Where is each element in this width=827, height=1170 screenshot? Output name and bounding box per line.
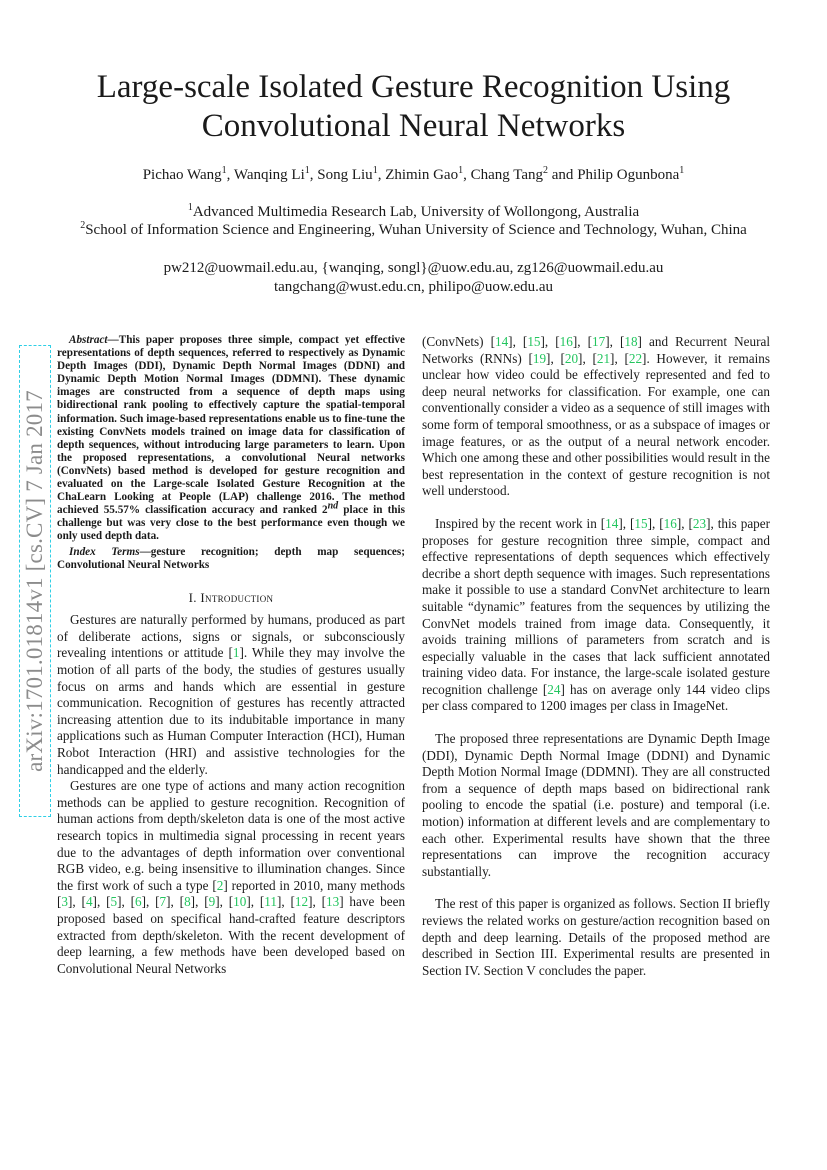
body-paragraph: The rest of this paper is organized as follows. Section II briefly reviews the related works on gesture/action recognition based on depth and deep learning. Details of the proposed method are described in Section III. Experimental results are presented in Section IV. Section V concludes the paper. [422, 896, 770, 978]
index-terms: Index Terms—gesture recognition; depth map sequences; Convolutional Neural Networks [57, 545, 405, 571]
body-paragraph: Gestures are one type of actions and many action recognition methods can be applied to gesture recognition. Recognition of human actions from depth/skeleton data is one of the most active research topics in multimedia signal processing in recent years due to the advantages of depth information over conventional RGB video, e.g. being insensitive to illumination changes. Since the first work of such a type [2] reported in 2010, many methods [3], [4], [5], [6], [7], [8], [9], [10], [11], [12], [13] have been proposed based on specifical hand-crafted feature descriptors extracted from depth/skeleton. With the recent development of deep learning, a few methods have been developed based on Convolutional Neural Networks [57, 778, 406, 976]
citation-link[interactable]: 16 [663, 515, 677, 531]
body-paragraph: The proposed three representations are Dynamic Depth Image (DDI), Dynamic Depth Normal Image (DDNI) and Dynamic Depth Motion Normal Image (DDMNI). They are all constructed from a sequence of depth maps based on bidirectional rank pooling to encode the spatial (i.e. posture) and temporal (i.e. motion) information at different levels and are complementary to each other. Experimental results have shown that the three representations can improve the recognition accuracy substantially. [422, 731, 770, 879]
affiliation-2: $^2$School of Information Science and Engineering, Wuhan University of Science and Technology, Wuhan, China [80, 220, 747, 238]
citation-link[interactable]: 10 [233, 894, 247, 910]
citation-link[interactable]: 3 [61, 894, 68, 910]
citation-link[interactable]: 18 [624, 334, 638, 349]
citation-link[interactable]: 24 [547, 681, 561, 697]
citation-link[interactable]: 6 [135, 894, 142, 910]
citation-link[interactable]: 5 [110, 894, 118, 910]
affiliations [40, 203, 787, 239]
citation-link[interactable]: 23 [692, 515, 707, 531]
author-affiliation-mark: 1 [458, 165, 464, 176]
author-name: Philip Ogunbona [577, 167, 680, 183]
citation-link[interactable]: 21 [596, 350, 611, 366]
author-affiliation-mark: 1 [304, 165, 310, 176]
citation-link[interactable]: 2 [216, 877, 224, 893]
arxiv-identifier-stamp[interactable] [19, 345, 51, 817]
author-name: Wanqing Li [233, 167, 305, 183]
citation-link[interactable]: 7 [159, 894, 167, 910]
citation-link[interactable]: 14 [605, 515, 619, 531]
author-name: Pichao Wang [142, 167, 222, 183]
author-affiliation-mark: 1 [372, 165, 378, 176]
citation-link[interactable]: 8 [184, 894, 191, 910]
citation-link[interactable]: 11 [264, 894, 277, 910]
citation-link[interactable]: 17 [592, 334, 606, 349]
author-list: Pichao Wang$^1$, Wanqing Li$^1$, Song Liu$^1$, Zhimin Gao$^1$, Chang Tang$^2$ and Philip Ogunbona$^1$ [142, 165, 685, 183]
abstract: Abstract—This paper proposes three simple, compact yet effective representations of depth sequences, referred to respectively as Dynamic Depth Images (DDI), Dynamic Depth Normal Images (DDNI) and Dynamic Depth Motion Normal Images (DDMNI). These dynamic images are constructed from a sequence of depth maps using bidirectional rank pooling to effectively capture the spatial-temporal information. Such image-based representations enable us to fine-tune the existing ConvNets models trained on image data for classification of depth sequences, without introducing large parameters to learn. Upon the proposed representations, a convolutional Neural networks (ConvNets) based method is developed for gesture recognition and evaluated on the Large-scale Isolated Gesture Recognition at the ChaLearn Looking at People (LAP) challenge 2016. The method achieved 55.57% classification accuracy and ranked 2nd place in this challenge but was very close to the best performance even though we only used depth data. [57, 334, 405, 543]
citation-link[interactable]: 16 [559, 334, 573, 349]
citation-link[interactable]: 15 [634, 515, 648, 531]
citation-link[interactable]: 14 [494, 334, 509, 349]
title-line-1: Large-scale Isolated Gesture Recognition Using [96, 69, 731, 105]
citation-link[interactable]: 12 [294, 894, 309, 910]
arxiv-identifier-text: arXiv:1701.01814v1 [cs.CV] 7 Jan 2017 [22, 390, 47, 772]
body-paragraph: Gestures are naturally performed by humans, produced as part of deliberate actions, signs or signals, or subconsciously revealing intentions or attitude [1]. While they may involve the motion of all parts of the body, the studies of gestures usually focus on arms and hands which are essential in gesture communication. Recognition of gestures has recently attracted increasing attention due to its indubitable importance in many applications such as Human Computer Interaction (HCI), Human Robot Interaction (HRI) and assistive technologies for the handicapped and the elderly. [57, 612, 405, 777]
author-name: Song Liu [317, 167, 373, 183]
body-paragraph: (ConvNets) [14], [15], [16], [17], [18] and Recurrent Neural Networks (RNNs) [19], [20], [21], [22]. However, it remains unclear how video could be effectively represented and fed to deep neural networks for classification. For example, one can conventionally consider a video as a sequence of still images with some form of temporal smoothness, or as a subspace of images or image features, or as the output of a neural network encoder. Which one among these and other possibilities would result in the best representation in the context of gesture recognition is not well understood. [422, 334, 771, 499]
citation-link[interactable]: 9 [208, 894, 216, 910]
author-affiliation-mark: 1 [221, 165, 227, 176]
emails-line-1: pw212@uowmail.edu.au, {wanqing, songl}@uow.edu.au, zg126@uowmail.edu.au [163, 260, 664, 276]
citation-link[interactable]: 19 [532, 350, 547, 366]
emails-line-2: tangchang@wust.edu.cn, philipo@uow.edu.au [273, 279, 554, 295]
paper-title [60, 68, 767, 146]
author-affiliation-mark: 2 [543, 165, 549, 176]
citation-link[interactable]: 20 [564, 350, 579, 366]
author-name: Zhimin Gao [385, 167, 459, 183]
citation-link[interactable]: 22 [628, 350, 643, 366]
title-line-2: Convolutional Neural Networks [201, 108, 626, 144]
body-paragraph: Inspired by the recent work in [14], [15], [16], [23], this paper proposes for gesture recognition three simple, compact and effective representations of depth sequences which effectively decribe a short depth sequence with images. Such representations make it possible to use a standard ConvNet architecture to learn suitable “dynamic” features from the sequences by utilizing the ConvNet models trained from image data. Consequently, it avoids training millions of parameters from scratch and is especially valuable in the cases that lack sufficient annotated training video data. For instance, the large-scale isolated gesture recognition challenge [24] has on average only 144 video clips per class compared to 1200 images per class in ImageNet. [422, 515, 771, 714]
citation-link[interactable]: 15 [527, 334, 541, 349]
author-name: Chang Tang [470, 167, 544, 183]
citation-link[interactable]: 4 [85, 894, 93, 910]
left-column [57, 334, 405, 977]
author-emails [40, 259, 787, 297]
author-affiliation-mark: 1 [679, 165, 685, 176]
citation-link[interactable]: 1 [232, 645, 240, 661]
citation-link[interactable]: 13 [326, 894, 340, 910]
section-heading-introduction: I. Introduction [188, 589, 274, 605]
right-column [422, 334, 770, 995]
affiliation-1: $^1$Advanced Multimedia Research Lab, University of Wollongong, Australia [187, 202, 640, 220]
